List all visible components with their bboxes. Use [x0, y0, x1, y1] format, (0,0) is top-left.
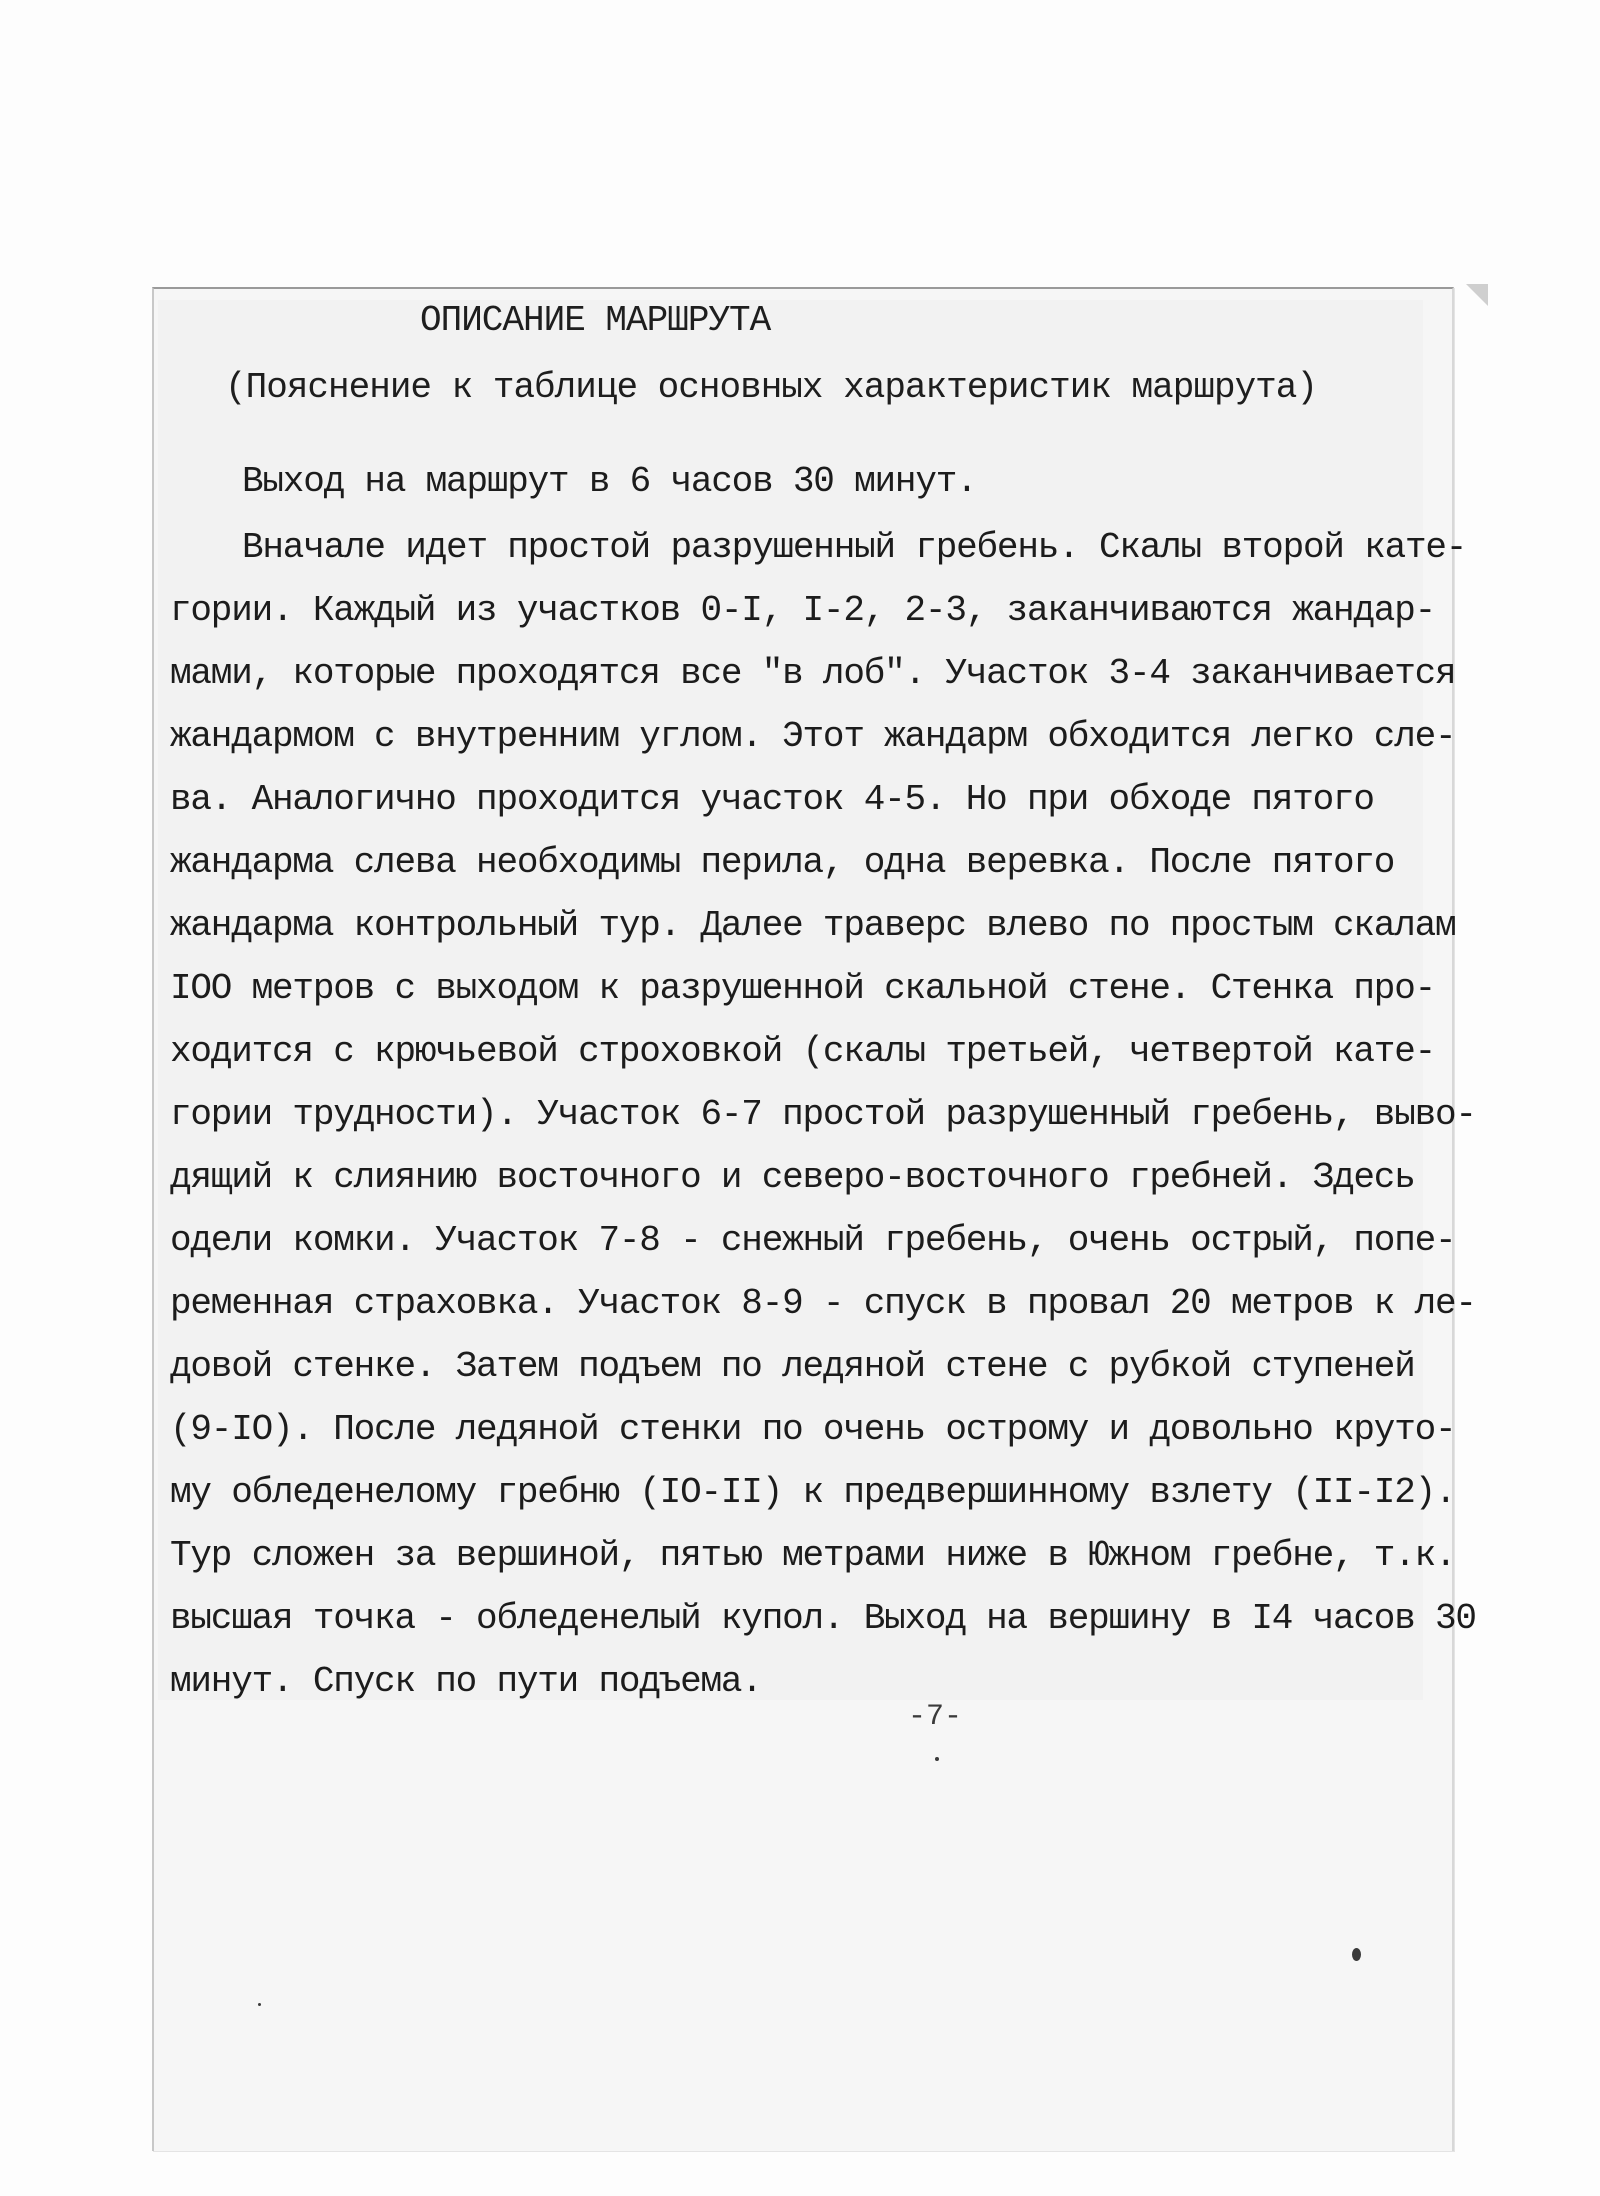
- body-line: гории. Каждый из участков 0-I, I-2, 2-3, заканчиваются жандар-: [170, 590, 1436, 631]
- body-line: Вначале идет простой разрушенный гребень. Скалы второй кате-: [242, 527, 1467, 568]
- body-line: ременная страховка. Участок 8-9 - спуск в провал 20 метров к ле-: [170, 1283, 1476, 1324]
- body-line: ходится с крючьевой строховкой (скалы третьей, четвертой кате-: [170, 1031, 1436, 1072]
- document-title: ОПИСАНИЕ МАРШРУТА: [420, 300, 771, 341]
- ink-speck: [258, 2003, 261, 2006]
- body-line: дящий к слиянию восточного и северо-восточного гребней. Здесь: [170, 1157, 1415, 1198]
- body-line: ва. Аналогично проходится участок 4-5. Но при обходе пятого: [170, 779, 1374, 820]
- body-line: IOO метров с выходом к разрушенной скальной стене. Стенка про-: [170, 968, 1436, 1009]
- ink-speck: [1352, 1948, 1361, 1961]
- page-number: -7-: [908, 1700, 963, 1734]
- body-line: жандарма слева необходимы перила, одна веревка. После пятого: [170, 842, 1395, 883]
- document-subtitle: (Пояснение к таблице основных характеристик маршрута): [225, 367, 1317, 408]
- body-line: минут. Спуск по пути подъема.: [170, 1661, 762, 1702]
- body-line: жандарма контрольный тур. Далее траверс влево по простым скалам: [170, 905, 1456, 946]
- folded-corner: [1466, 284, 1488, 306]
- body-line: Тур сложен за вершиной, пятью метрами ниже в Южном гребне, т.к.: [170, 1535, 1456, 1576]
- body-line: мами, которые проходятся все "в лоб". Участок 3-4 заканчивается: [170, 653, 1456, 694]
- body-line: му обледенелому гребню (IO-II) к предвершинному взлету (II-I2).: [170, 1472, 1456, 1513]
- body-line: (9-IO). После ледяной стенки по очень острому и довольно круто-: [170, 1409, 1456, 1450]
- body-line: высшая точка - обледенелый купол. Выход на вершину в I4 часов 30: [170, 1598, 1476, 1639]
- body-line: довой стенке. Затем подъем по ледяной стене с рубкой ступеней: [170, 1346, 1415, 1387]
- start-time-line: Выход на маршрут в 6 часов 30 минут.: [242, 461, 977, 502]
- body-line: гории трудности). Участок 6-7 простой разрушенный гребень, выво-: [170, 1094, 1476, 1135]
- body-line: одели комки. Участок 7-8 - снежный гребень, очень острый, попе-: [170, 1220, 1456, 1261]
- body-line: жандармом с внутренним углом. Этот жандарм обходится легко сле-: [170, 716, 1456, 757]
- ink-speck: [935, 1757, 939, 1761]
